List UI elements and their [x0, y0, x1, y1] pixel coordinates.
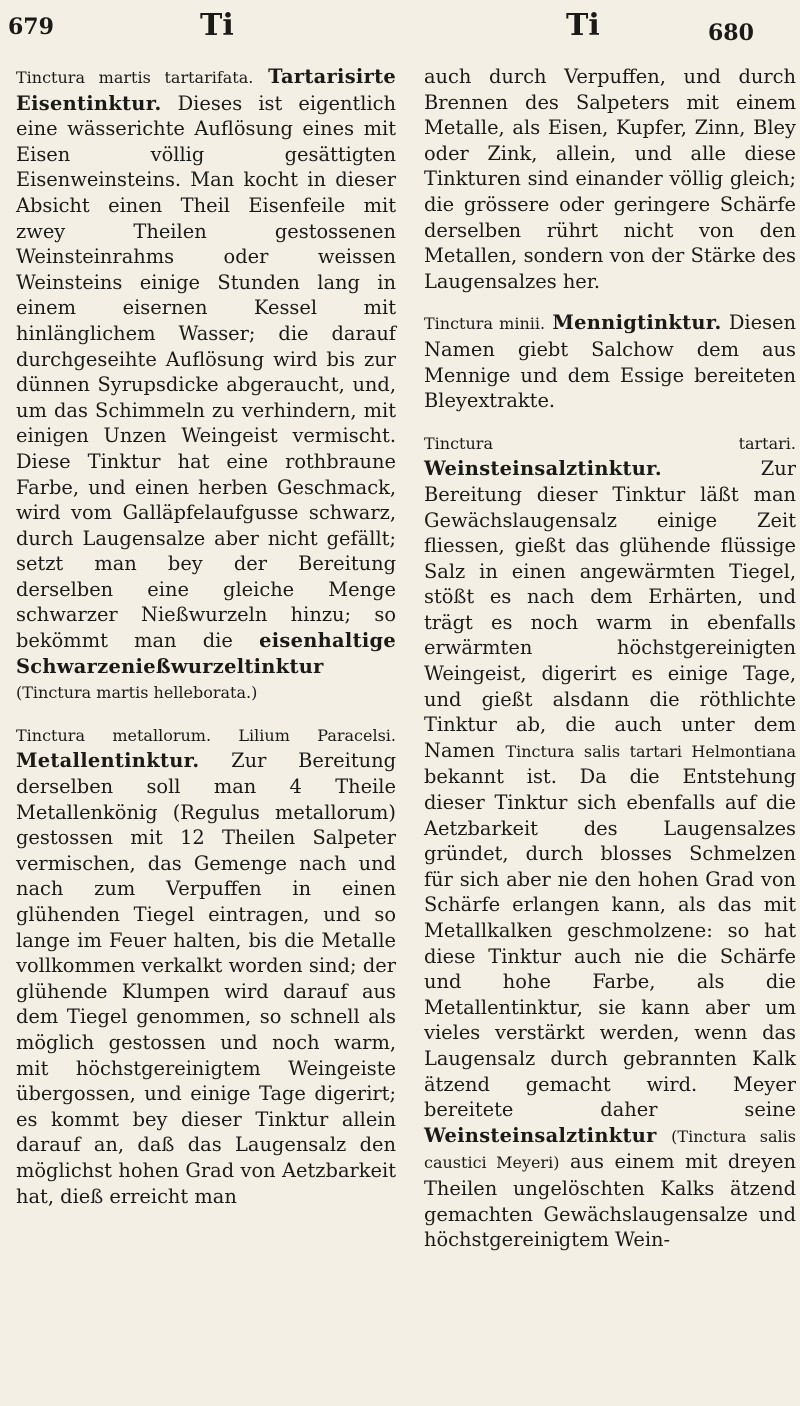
entry-body-end: aus einem mit dreyen Theilen ungelöschten Kalks ätzend gemachten Gewächslaugensalze und höchstgereinigtem Wein- [424, 1150, 796, 1252]
right-column [424, 64, 796, 1253]
page-number-left: 679 [8, 14, 54, 40]
entry-subtitle: eisenhaltige Schwarzenießwurzeltinktur [16, 629, 396, 678]
entry-continuation [424, 64, 796, 294]
entry-tinctura-metallorum [16, 722, 396, 1209]
entry-subtitle: Weinsteinsalztinktur [424, 1123, 657, 1147]
entry-lemma: Tinctura martis tartarifata. [16, 68, 254, 87]
entry-tinctura-minii [424, 310, 796, 413]
entry-body-continued: bekannt ist. Da die Entstehung dieser Tinktur sich ebenfalls auf die Aetzbarkeit des Laugensalzes gründet, durch blosses Schmelzen für sich aber nie den hohen Grad von Schärfe erlangen kann, als das mit Metallkalken geschmolzene: so hat diese Tinktur auch nie die Schärfe und hohe Farbe, als die Metallentinktur, sie kann aber um vieles verstärkt werden, wenn das Laugensalz durch gebrannten Kalk ätzend gemacht wird. Meyer bereitete daher seine [424, 765, 796, 1122]
entry-lemma: Tinctura minii. [424, 314, 546, 334]
running-headword-left: Ti [200, 8, 234, 43]
page-header [0, 8, 800, 52]
entry-title: Metallentinktur. [16, 749, 200, 773]
entry-tinctura-martis-tartarisata [16, 64, 396, 706]
entry-body: Dieses ist eigentlich eine wässerichte Auflösung eines mit Eisen völlig gesättigten Eisenweinsteins. Man kocht in dieser Absicht einen Theil Eisenfeile mit zwey Theilen gestossenen Weinsteinrahms oder weissen Weinsteins einige Stunden lang in einem eisernen Kessel mit hinlänglichem Wasser; die darauf durchgeseihte Auflösung wird bis zur dünnen Syrupsdicke abgeraucht, und, um das Schimmeln zu verhindern, mit einigen Unzen Weingeist vermischt. Diese Tinktur hat eine rothbraune Farbe, und einen herben Geschmack, wird vom Galläpfelaufgusse schwarz, durch Laugensalze aber nicht gefällt; setzt man bey der Bereitung derselben eine gleiche Menge schwarzer Nießwurzeln hinzu; so bekömmt man die [16, 91, 396, 653]
page-number-right: 680 [708, 20, 754, 46]
entry-lemma: Tinctura metallorum. Lilium Paracelsi. [16, 725, 396, 745]
entry-latin-name: Tinctura salis tartari Helmontiana [505, 741, 796, 761]
left-column [16, 64, 396, 1209]
entry-tinctura-tartari [424, 430, 796, 1253]
entry-latin-name-2: (Tinctura salis caustici Meyeri) [424, 1126, 796, 1173]
entry-body: auch durch Verpuffen, und durch Brennen des Salpeters mit einem Metalle, als Eisen, Kupfer, Zinn, Bley oder Zink, allein, und alle diese Tinkturen sind einander völlig gleich; die grössere oder geringere Schärfe derselben rührt nicht von den Metallen, sondern von der Stärke des Laugensalzes her. [424, 65, 796, 293]
entry-body: Zur Bereitung derselben soll man 4 Theile Metallenkönig (Regulus metallorum) gestossen mit 12 Theilen Salpeter vermischen, das Gemenge nach und nach zum Verpuffen in einen glühenden Tiegel eintragen, und so lange im Feuer halten, bis die Metalle vollkommen verkalkt worden sind; der glühende Klumpen wird darauf aus dem Tiegel genommen, so schnell als möglich gestossen und noch warm, mit höchstgereinigtem Weingeiste übergossen, und einige Tage digerirt; es kommt bey dieser Tinktur allein darauf an, daß das Laugensalz den möglichst hohen Grad von Aetzbarkeit hat, dieß erreicht man [16, 749, 396, 1208]
entry-lemma: Tinctura tartari. [424, 433, 796, 453]
entry-title: Weinsteinsalztinktur. [424, 457, 662, 481]
entry-body: Zur Bereitung dieser Tinktur läßt man Gewächslaugensalz einige Zeit fliessen, gießt das glühende flüssige Salz in einen angewärmten Tiegel, stößt es nach dem Erhärten, und trägt es noch warm in ebenfalls erwärmten höchstgereinigten Weingeist, digerirt es einige Tage, und gießt alsdann die röthlichte Tinktur ab, die auch unter dem Namen [424, 457, 796, 762]
running-headword-right: Ti [566, 8, 600, 43]
entry-title: Tartarisirte Eisentinktur. [16, 65, 396, 115]
entry-latin-name: (Tinctura martis helleborata.) [16, 683, 258, 703]
entry-title: Mennigtinktur. [552, 311, 722, 335]
entry-body: Diesen Namen giebt Salchow dem aus Mennige und dem Essige bereiteten Bleyextrakte. [424, 311, 797, 413]
